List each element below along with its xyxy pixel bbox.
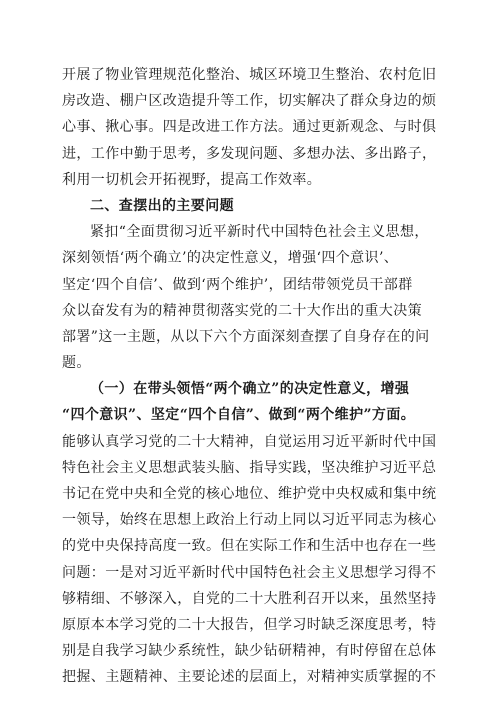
body-line: 开展了物业管理规范化整治、城区环境卫生整治、农村危旧 xyxy=(62,67,437,83)
body-line: 把握、主题精神、主要论述的层面上，对精神实质掌握的不 xyxy=(62,669,437,686)
section-heading: 二、查摆出的主要问题 xyxy=(90,197,234,214)
body-line: 够精细、不够深入，自党的二十大胜利召开以来，虽然坚持 xyxy=(62,590,437,607)
body-line: 别是自我学习缺少系统性，缺少钻研精神，有时停留在总体 xyxy=(62,643,437,660)
body-line: 利用一切机会开拓视野，提高工作效率。 xyxy=(62,171,322,188)
body-line: 部署”这一主题，从以下六个方面深刻查摆了自身存在的问 xyxy=(62,328,430,345)
body-line: 一领导，始终在思想上政治上行动上同以习近平同志为核心 xyxy=(62,512,437,529)
body-line: 特色社会主义思想武装头脑、指导实践，坚决维护习近平总 xyxy=(62,459,437,476)
body-line: 书记在党中央和全党的核心地位、维护党中央权威和集中统 xyxy=(62,486,437,502)
body-line: 的党中央保持高度一致。但在实际工作和生活中也存在一些 xyxy=(62,538,437,555)
body-line: 坚定‘四个自信’、做到‘两个维护’，团结带领党员干部群 xyxy=(62,276,413,293)
paragraph-first-line: 紧扣“全面贯彻习近平新时代中国特色社会主义思想， xyxy=(90,224,429,241)
body-line: 众以奋发有为的精神贯彻落实党的二十大作出的重大决策 xyxy=(62,302,422,319)
body-line: 能够认真学习党的二十大精神，自觉运用习近平新时代中国 xyxy=(62,433,437,450)
body-line: 原原本本学习党的二十大报告，但学习时缺乏深度思考，特 xyxy=(62,616,437,633)
body-line: 心事、揪心事。四是改进工作方法。通过更新观念、与时俱 xyxy=(62,119,437,136)
body-line: 深刻领悟‘两个确立’的决定性意义，增强‘四个意识’、 xyxy=(62,250,399,267)
body-line: 进，工作中勤于思考，多发现问题、多想办法、多出路子， xyxy=(62,145,437,162)
subsection-heading: （一）在带头领悟“两个确立”的决定性意义，增强 xyxy=(90,381,410,398)
body-line: 问题：一是对习近平新时代中国特色社会主义思想学习得不 xyxy=(62,564,437,581)
body-line: 房改造、棚户区改造提升等工作，切实解决了群众身边的烦 xyxy=(62,93,437,110)
body-line: 题。 xyxy=(62,355,91,372)
subsection-heading-cont: “四个意识”、坚定“四个自信”、做到“两个维护”方面。 xyxy=(62,407,416,424)
